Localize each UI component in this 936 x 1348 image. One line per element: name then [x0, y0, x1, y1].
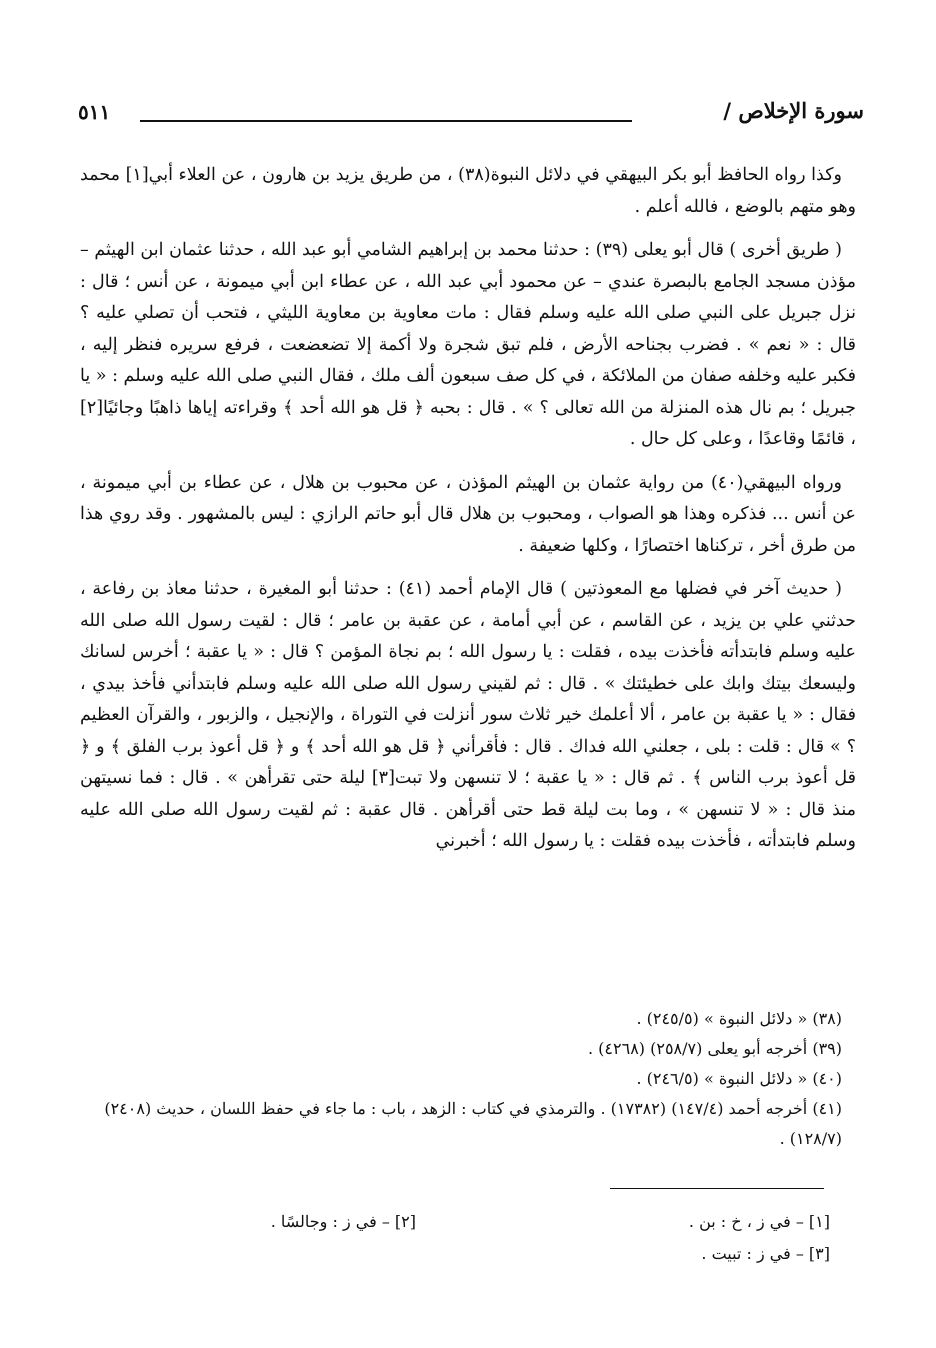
paragraph-another-chain: ( طريق أخرى ) قال أبو يعلى (٣٩) : حدثنا محمد بن إبراهيم الشامي أبو عبد الله ، حدثنا عثمان ابن الهيثم – مؤذن مسجد الجامع بالبصرة عندي – عن محمود أبي عبد الله ، عن عطاء ابن أبي ميمونة ، عن أنس ؛ قال : نزل جبريل على النبي صلى الله عليه وسلم فقال : مات معاوية بن معاوية الليثي ، فتحب أن تصلي عليه ؟ قال : « نعم » . فضرب بجناحه الأرض ، فلم تبق شجرة ولا أكمة إلا تضعضعت ، فرفع سريره فنظر إليه ، فكبر عليه وخلفه صفان من الملائكة ، في كل صف سبعون ألف ملك ، فقال النبي صلى الله عليه وسلم : « يا جبريل ؛ بم نال هذه المنزلة من الله تعالى ؟ » . قال : بحبه ﴿ قل هو الله أحد ﴾ وقراءته إياها ذاهبًا وجائيًا[٢] ، قائمًا وقاعدًا ، وعلى كل حال . — [80, 240, 856, 449]
footnotes — [80, 1004, 856, 1154]
apparatus-note-3: [٣] – في ز : تبيت . — [701, 1244, 830, 1263]
paragraph-bayhaqi-dalail: وكذا رواه الحافظ أبو بكر البيهقي في دلائل النبوة(٣٨) ، من طريق يزيد بن هارون ، عن العلاء أبي[١] محمد وهو متهم بالوضع ، فالله أعلم . — [80, 165, 856, 217]
textual-apparatus — [80, 1206, 856, 1270]
apparatus-row — [80, 1206, 856, 1238]
footnote-38: (٣٨) « دلائل النبوة » (٢٤٥/٥) . — [636, 1009, 842, 1028]
footnote-39: (٣٩) أخرجه أبو يعلى (٢٥٨/٧) (٤٢٦٨) . — [587, 1039, 842, 1058]
paragraph-bayhaqi-narration: ورواه البيهقي(٤٠) من رواية عثمان بن الهيثم المؤذن ، عن محبوب بن هلال ، عن عطاء بن أبي ميمونة ، عن أنس ... فذكره وهذا هو الصواب ، ومحبوب بن هلال قال أبو حاتم الرازي : ليس بالمشهور . وقد روي هذا من طرق أخر ، تركناها اختصارًا ، وكلها ضعيفة . — [80, 472, 856, 556]
paragraph-another-hadith: ( حديث آخر في فضلها مع المعوذتين ) قال الإمام أحمد (٤١) : حدثنا أبو المغيرة ، حدثنا معاذ بن رفاعة ، حدثني علي بن يزيد ، عن القاسم ، عن أبي أمامة ، عن عقبة بن عامر ؛ قال : لقيت رسول الله صلى الله عليه وسلم فابتدأته فأخذت بيده ، فقلت : يا رسول الله ؛ بم نجاة المؤمن ؟ قال : « يا عقبة ؛ أخرس لسانك وليسعك بيتك وابك على خطيئتك » . قال : ثم لقيني رسول الله صلى الله عليه وسلم فابتدأني فأخذ بيدي ، فقال : « يا عقبة بن عامر ، ألا أعلمك خير ثلاث سور أنزلت في التوراة ، والإنجيل ، والزبور ، والقرآن العظيم ؟ » قال : قلت : بلى ، جعلني الله فداك . قال : فأقرأني ﴿ قل هو الله أحد ﴾ و ﴿ قل أعوذ برب الفلق ﴾ و ﴿ قل أعوذ برب الناس ﴾ . ثم قال : « يا عقبة ؛ لا تنسهن ولا تبت[٣] ليلة حتى تقرأهن » . قال : فما نسيتهن منذ قال : « لا تنسهن » ، وما بت ليلة قط حتى أقرأهن . قال عقبة : ثم لقيت رسول الله صلى الله عليه وسلم فابتدأته ، فأخذت بيده فقلت : يا رسول الله ؛ أخبرني — [80, 579, 856, 851]
footnote-40: (٤٠) « دلائل النبوة » (٢٤٦/٥) . — [636, 1069, 842, 1088]
apparatus-rule — [610, 1188, 824, 1189]
running-head — [78, 98, 864, 138]
footnote-41: (٤١) أخرجه أحمد (١٤٧/٤) (١٧٣٨٢) . والترمذي في كتاب : الزهد ، باب : ما جاء في حفظ اللسان ، حديث (٢٤٠٨) (١٢٨/٧) . — [104, 1099, 842, 1148]
apparatus-row — [80, 1238, 856, 1270]
apparatus-note-1: [١] – في ز ، خ : بن . — [688, 1212, 830, 1231]
surah-title: سورة الإخلاص / — [723, 98, 864, 123]
apparatus-note-2: [٢] – في ز : وجالسًا . — [270, 1212, 416, 1231]
main-text — [80, 160, 856, 870]
header-rule — [140, 120, 632, 122]
page-number: ٥١١ — [78, 100, 111, 124]
